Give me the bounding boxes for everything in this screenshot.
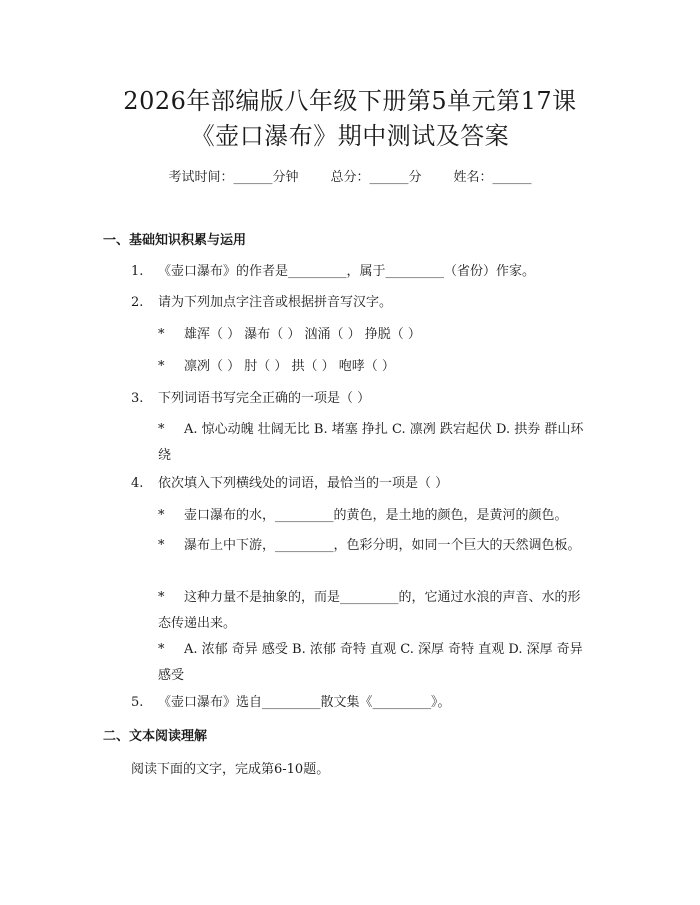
- bullet-marker: *: [158, 359, 165, 374]
- question-text: 下列词语书写完全正确的一项是（ ）: [158, 391, 371, 406]
- bullet-marker: *: [158, 508, 165, 523]
- question-text: 《壶口瀑布》选自_________散文集《_________》。: [158, 695, 451, 710]
- question-4-bullet-1: [158, 506, 568, 526]
- section-heading-reading: 二、文本阅读理解: [103, 729, 208, 744]
- question-3: [131, 389, 370, 409]
- question-1: [131, 262, 535, 282]
- bullet-text: 凛冽（ ） 肘（ ） 拱（ ） 咆哮（ ）: [184, 359, 395, 374]
- bullet-text: 雄浑（ ） 瀑布（ ） 汹涌（ ） 挣脱（ ）: [184, 327, 421, 342]
- question-number: 4.: [131, 476, 144, 491]
- bullet-text: 壶口瀑布的水，_________的黄色，是土地的颜色，是黄河的颜色。: [184, 508, 568, 523]
- document-title-line-2: 《壶口瀑布》期中测试及答案: [190, 122, 510, 150]
- question-text: 依次填入下列横线处的词语，最恰当的一项是（ ）: [158, 476, 449, 491]
- question-2-bullet-2: [158, 357, 395, 377]
- question-number: 1.: [131, 264, 144, 279]
- question-number: 2.: [131, 295, 144, 310]
- question-number: 5.: [131, 695, 144, 710]
- question-text: 请为下列加点字注音或根据拼音写汉字。: [158, 295, 393, 310]
- document-title-line-1: 2026年部编版八年级下册第5单元第17课: [123, 87, 577, 115]
- bullet-marker: *: [158, 590, 165, 605]
- exam-info: [0, 168, 700, 188]
- options-text: A. 浓郁 奇异 感受 B. 浓郁 奇特 直观 C. 深厚 奇特 直观 D. 深厚 奇异 感受: [158, 642, 583, 683]
- section-heading-basics: 一、基础知识积累与运用: [103, 233, 247, 248]
- bullet-marker: *: [158, 327, 165, 342]
- exam-name-field: 姓名：______: [453, 170, 532, 185]
- bullet-marker: *: [158, 642, 165, 657]
- question-3-options: [103, 417, 593, 469]
- bullet-text: 这种力量不是抽象的，而是_________的，它通过水浪的声音、水的形态传递出来。: [158, 590, 581, 631]
- question-4-bullet-3: [103, 585, 593, 637]
- bullet-text: 瀑布上中下游，_________，色彩分明，如同一个巨大的天然调色板。: [184, 538, 581, 553]
- question-2: [131, 293, 392, 313]
- exam-time: 考试时间：______分钟: [168, 170, 299, 185]
- question-5: [131, 693, 451, 713]
- options-text: A. 惊心动魄 壮阔无比 B. 堵塞 挣扎 C. 凛冽 跌宕起伏 D. 拱券 群山环绕: [158, 422, 584, 463]
- question-4-bullet-2: [103, 533, 593, 559]
- question-number: 3.: [131, 391, 144, 406]
- question-4-options: [103, 637, 593, 689]
- question-text: 《壶口瀑布》的作者是_________，属于_________（省份）作家。: [158, 264, 536, 279]
- exam-total-score: 总分：______分: [330, 170, 422, 185]
- bullet-marker: *: [158, 422, 165, 437]
- question-4: [131, 474, 448, 494]
- bullet-marker: *: [158, 538, 165, 553]
- reading-instructions: 阅读下面的文字，完成第6-10题。: [131, 762, 330, 777]
- question-2-bullet-1: [158, 325, 421, 345]
